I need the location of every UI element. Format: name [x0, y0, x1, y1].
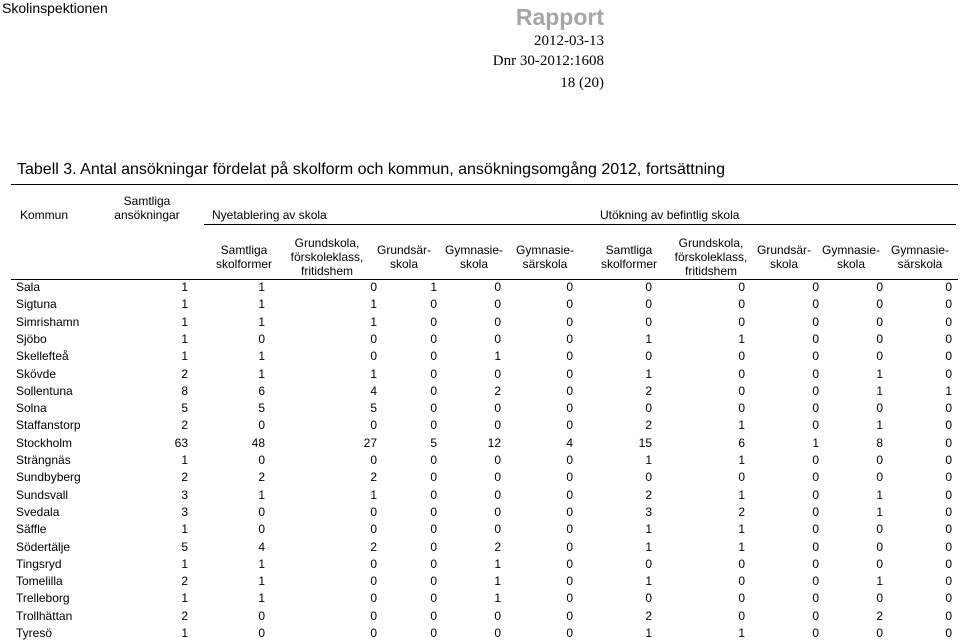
table-cell: 1: [494, 349, 501, 364]
table-cell: 0: [645, 401, 652, 416]
subheader-ny-3: Gymnasie- skola: [444, 243, 503, 271]
table-cell: 1: [258, 366, 265, 381]
table-cell: 48: [251, 435, 265, 450]
table-cell: 4: [258, 539, 265, 554]
table-cell: 0: [812, 418, 819, 433]
table-cell: 8: [181, 383, 188, 398]
table-cell: 2: [181, 418, 188, 433]
table-cell: 0: [738, 297, 745, 312]
table-cell: 0: [738, 574, 745, 589]
table-top-rule: [11, 184, 958, 185]
table-cell: 0: [945, 504, 952, 519]
table-cell: 0: [566, 453, 573, 467]
table-cell: 0: [494, 487, 501, 502]
table-cell: 0: [430, 504, 437, 519]
table-cell: 0: [494, 331, 501, 346]
table-cell: 0: [945, 487, 952, 502]
kommun-name: Svedala: [16, 504, 60, 519]
table-cell: 0: [945, 522, 952, 537]
table-cell: 0: [566, 297, 573, 312]
table-cell: 2: [370, 470, 377, 485]
table-cell: 0: [876, 591, 883, 606]
col-header-samtliga-ansokningar: Samtliga ansökningar: [114, 194, 180, 222]
table-cell: 0: [645, 280, 652, 294]
table-cell: 0: [258, 331, 265, 346]
table-cell: 0: [430, 401, 437, 416]
table-cell: 0: [945, 626, 952, 640]
table-cell: 0: [738, 591, 745, 606]
table-cell: 5: [181, 539, 188, 554]
table-cell: 1: [181, 297, 188, 312]
table-cell: 1: [645, 626, 652, 640]
table-cell: 1: [738, 418, 745, 433]
table-cell: 0: [494, 470, 501, 485]
table-cell: 1: [258, 556, 265, 571]
table-cell: 0: [430, 522, 437, 537]
table-cell: 1: [738, 331, 745, 346]
table-cell: 0: [945, 591, 952, 606]
table-cell: 1: [258, 574, 265, 589]
table-cell: 0: [876, 556, 883, 571]
table-cell: 1: [430, 280, 437, 294]
table-cell: 1: [945, 383, 952, 398]
table-cell: 1: [812, 435, 819, 450]
table-row: [0, 557, 960, 574]
table-cell: 6: [738, 435, 745, 450]
table-cell: 1: [738, 539, 745, 554]
table-cell: 0: [812, 349, 819, 364]
table-cell: 1: [738, 522, 745, 537]
table-row: [0, 384, 960, 401]
subheader-ut-4: Gymnasie- särskola: [890, 243, 949, 271]
table-row: [0, 280, 960, 297]
subheader-ut-2: Grundsär- skola: [756, 243, 812, 271]
table-cell: 0: [370, 453, 377, 467]
table-cell: 0: [258, 608, 265, 623]
table-row: [0, 315, 960, 332]
table-cell: 3: [645, 504, 652, 519]
table-cell: 1: [181, 280, 188, 294]
table-cell: 1: [494, 556, 501, 571]
kommun-name: Skellefteå: [16, 349, 69, 364]
table-cell: 0: [566, 280, 573, 294]
table-cell: 1: [645, 574, 652, 589]
kommun-name: Sundbyberg: [16, 470, 81, 485]
kommun-name: Solna: [16, 401, 47, 416]
table-cell: 0: [258, 418, 265, 433]
table-cell: 0: [738, 401, 745, 416]
kommun-name: Stockholm: [16, 435, 73, 450]
table-row: [0, 367, 960, 384]
table-cell: 27: [363, 435, 377, 450]
table-row: [0, 626, 960, 643]
table-cell: 3: [181, 487, 188, 502]
table-cell: 0: [430, 453, 437, 467]
table-cell: 0: [370, 349, 377, 364]
table-cell: 0: [876, 314, 883, 329]
table-cell: 0: [566, 574, 573, 589]
table-cell: 0: [258, 504, 265, 519]
table-row: [0, 436, 960, 453]
organization-name: Skolinspektionen: [2, 0, 108, 16]
table-cell: 0: [566, 349, 573, 364]
table-cell: 0: [812, 314, 819, 329]
kommun-name: Trollhättan: [16, 608, 73, 623]
table-cell: 0: [430, 331, 437, 346]
table-cell: 0: [738, 349, 745, 364]
table-cell: 1: [181, 626, 188, 640]
table-cell: 1: [370, 487, 377, 502]
table-cell: 0: [812, 591, 819, 606]
table-cell: 5: [430, 435, 437, 450]
table-cell: 0: [258, 522, 265, 537]
kommun-name: Sala: [16, 280, 41, 294]
report-date: 2012-03-13: [534, 33, 604, 49]
group-header-rule: [204, 224, 956, 225]
table-cell: 1: [876, 487, 883, 502]
table-row: [0, 332, 960, 349]
table-cell: 1: [876, 418, 883, 433]
table-cell: 0: [566, 591, 573, 606]
kommun-name: Trelleborg: [16, 591, 70, 606]
table-cell: 1: [645, 366, 652, 381]
table-cell: 0: [645, 297, 652, 312]
table-cell: 0: [566, 418, 573, 433]
table-cell: 15: [638, 435, 652, 450]
table-cell: 0: [738, 470, 745, 485]
table-cell: 1: [258, 487, 265, 502]
table-cell: 0: [566, 556, 573, 571]
table-cell: 1: [181, 453, 188, 467]
table-cell: 1: [370, 366, 377, 381]
table-cell: 1: [876, 383, 883, 398]
table-cell: 0: [945, 539, 952, 554]
table-cell: 1: [738, 453, 745, 467]
table-cell: 0: [430, 591, 437, 606]
subheader-ut-0: Samtliga skolformer: [600, 243, 657, 271]
table-cell: 0: [494, 453, 501, 467]
table-cell: 0: [738, 556, 745, 571]
table-cell: 1: [645, 522, 652, 537]
table-cell: 0: [566, 366, 573, 381]
table-cell: 0: [494, 297, 501, 312]
table-cell: 2: [181, 608, 188, 623]
table-cell: 2: [645, 383, 652, 398]
table-cell: 1: [370, 314, 377, 329]
table-cell: 0: [258, 453, 265, 467]
table-row: [0, 349, 960, 366]
table-cell: 0: [876, 401, 883, 416]
table-cell: 0: [812, 608, 819, 623]
table-cell: 5: [181, 401, 188, 416]
table-cell: 0: [494, 366, 501, 381]
table-row: [0, 591, 960, 608]
table-cell: 0: [876, 626, 883, 640]
table-cell: 0: [945, 418, 952, 433]
kommun-name: Staffanstorp: [16, 418, 81, 433]
table-cell: 0: [812, 626, 819, 640]
kommun-name: Säffle: [16, 522, 47, 537]
kommun-name: Tingsryd: [16, 556, 62, 571]
table-cell: 1: [494, 574, 501, 589]
table-cell: 0: [430, 383, 437, 398]
table-row: [0, 470, 960, 487]
table-cell: 0: [370, 574, 377, 589]
table-cell: 3: [181, 504, 188, 519]
table-cell: 0: [430, 487, 437, 502]
table-cell: 0: [876, 331, 883, 346]
table-cell: 0: [876, 453, 883, 467]
subheader-ut-1: Grundskola, förskoleklass, fritidshem: [674, 236, 748, 278]
table-cell: 0: [945, 401, 952, 416]
table-cell: 0: [566, 539, 573, 554]
table-cell: 1: [181, 556, 188, 571]
table-cell: 0: [370, 331, 377, 346]
table-cell: 1: [181, 331, 188, 346]
table-cell: 1: [181, 591, 188, 606]
table-cell: 1: [738, 487, 745, 502]
table-cell: 1: [876, 574, 883, 589]
table-cell: 1: [645, 453, 652, 467]
table-cell: 0: [945, 297, 952, 312]
table-row: [0, 418, 960, 435]
table-cell: 2: [181, 470, 188, 485]
table-cell: 0: [430, 418, 437, 433]
table-cell: 0: [566, 608, 573, 623]
subheader-ny-0: Samtliga skolformer: [215, 243, 272, 271]
table-cell: 0: [945, 366, 952, 381]
table-row: [0, 522, 960, 539]
table-cell: 0: [645, 349, 652, 364]
kommun-name: Strängnäs: [16, 453, 71, 467]
table-cell: 1: [258, 314, 265, 329]
kommun-name: Sigtuna: [16, 297, 57, 312]
table-cell: 2: [876, 608, 883, 623]
table-cell: 1: [258, 349, 265, 364]
table-cell: 0: [258, 626, 265, 640]
table-cell: 1: [181, 314, 188, 329]
table-cell: 6: [258, 383, 265, 398]
table-caption: Tabell 3. Antal ansökningar fördelat på skolform och kommun, ansökningsomgång 2012, fortsättning: [17, 161, 725, 178]
table-cell: 0: [645, 470, 652, 485]
table-cell: 0: [370, 504, 377, 519]
table-cell: 12: [487, 435, 501, 450]
kommun-name: Skövde: [16, 366, 57, 381]
table-cell: 0: [738, 280, 745, 294]
report-title: Rapport: [515, 4, 604, 30]
table-cell: 0: [566, 522, 573, 537]
table-cell: 0: [370, 608, 377, 623]
kommun-name: Sollentuna: [16, 383, 73, 398]
kommun-name: Södertälje: [16, 539, 71, 554]
table-cell: 0: [645, 314, 652, 329]
table-cell: 0: [430, 539, 437, 554]
table-cell: 4: [566, 435, 573, 450]
table-cell: 0: [945, 314, 952, 329]
table-cell: 0: [812, 574, 819, 589]
table-cell: 2: [738, 504, 745, 519]
table-cell: 0: [370, 280, 377, 294]
kommun-name: Sjöbo: [16, 331, 47, 346]
table-row: [0, 488, 960, 505]
table-cell: 4: [370, 383, 377, 398]
table-cell: 0: [430, 556, 437, 571]
table-cell: 2: [494, 383, 501, 398]
kommun-name: Tomelilla: [16, 574, 63, 589]
table-cell: 0: [876, 280, 883, 294]
table-cell: 0: [370, 418, 377, 433]
table-cell: 1: [181, 522, 188, 537]
table-cell: 2: [645, 418, 652, 433]
table-cell: 0: [738, 366, 745, 381]
table-cell: 2: [370, 539, 377, 554]
col-header-kommun: Kommun: [20, 208, 69, 222]
table-cell: 0: [370, 522, 377, 537]
table-cell: 1: [258, 297, 265, 312]
table-cell: 0: [566, 331, 573, 346]
table-cell: 0: [812, 504, 819, 519]
table-cell: 0: [645, 556, 652, 571]
table-cell: 0: [430, 366, 437, 381]
table-cell: 0: [494, 280, 501, 294]
table-cell: 0: [370, 626, 377, 640]
kommun-name: Simrishamn: [16, 314, 80, 329]
table-cell: 0: [812, 280, 819, 294]
table-cell: 0: [645, 591, 652, 606]
table-cell: 2: [258, 470, 265, 485]
table-cell: 0: [430, 314, 437, 329]
table-cell: 0: [494, 418, 501, 433]
group-header-nyetablering: Nyetablering av skola: [212, 208, 327, 222]
table-cell: 2: [181, 574, 188, 589]
table-cell: 1: [494, 591, 501, 606]
table-cell: 1: [645, 331, 652, 346]
table-cell: 0: [945, 608, 952, 623]
table-cell: 0: [494, 522, 501, 537]
table-row: [0, 505, 960, 522]
table-cell: 1: [181, 349, 188, 364]
table-cell: 0: [566, 626, 573, 640]
table-cell: 1: [645, 539, 652, 554]
table-cell: 5: [258, 401, 265, 416]
table-cell: 0: [494, 626, 501, 640]
page-number: 18 (20): [560, 75, 604, 91]
table-cell: 0: [430, 349, 437, 364]
table-cell: 1: [876, 504, 883, 519]
table-cell: 0: [566, 504, 573, 519]
table-cell: 0: [876, 539, 883, 554]
table-cell: 1: [258, 591, 265, 606]
table-row: [0, 609, 960, 626]
table-cell: 0: [876, 297, 883, 312]
table-row: [0, 297, 960, 314]
table-cell: 0: [945, 574, 952, 589]
table-cell: 0: [945, 280, 952, 294]
table-cell: 0: [370, 591, 377, 606]
table-cell: 63: [174, 435, 188, 450]
table-cell: 0: [945, 556, 952, 571]
table-cell: 0: [945, 470, 952, 485]
table-cell: 0: [566, 383, 573, 398]
subheader-ny-2: Grundsär- skola: [376, 243, 432, 271]
table-cell: 0: [812, 297, 819, 312]
table-cell: 0: [494, 504, 501, 519]
group-header-utokning: Utökning av befintlig skola: [600, 208, 740, 222]
table-cell: 0: [945, 331, 952, 346]
table-cell: 0: [876, 522, 883, 537]
table-cell: 0: [370, 556, 377, 571]
table-cell: 0: [566, 487, 573, 502]
table-cell: 0: [812, 522, 819, 537]
table-row: [0, 401, 960, 418]
table-cell: 2: [645, 487, 652, 502]
table-cell: 0: [812, 401, 819, 416]
table-cell: 1: [370, 297, 377, 312]
table-row: [0, 574, 960, 591]
table-cell: 1: [876, 366, 883, 381]
kommun-name: Sundsvall: [16, 487, 69, 502]
table-cell: 0: [812, 556, 819, 571]
table-cell: 1: [738, 626, 745, 640]
diary-number: Dnr 30-2012:1608: [492, 53, 604, 69]
table-cell: 0: [430, 297, 437, 312]
table-cell: 0: [430, 608, 437, 623]
table-cell: 0: [430, 626, 437, 640]
table-cell: 8: [876, 435, 883, 450]
table-cell: 0: [738, 608, 745, 623]
table-cell: 2: [181, 366, 188, 381]
table-cell: 0: [945, 453, 952, 467]
table-cell: 5: [370, 401, 377, 416]
subheader-ut-3: Gymnasie- skola: [821, 243, 880, 271]
table-cell: 0: [566, 314, 573, 329]
table-cell: 0: [566, 401, 573, 416]
table-cell: 0: [494, 401, 501, 416]
table-cell: 0: [494, 608, 501, 623]
table-cell: 2: [645, 608, 652, 623]
table-cell: 0: [812, 470, 819, 485]
table-row: [0, 453, 960, 470]
subheader-ny-4: Gymnasie- särskola: [515, 243, 574, 271]
table-cell: 0: [566, 470, 573, 485]
table-cell: 1: [258, 280, 265, 294]
table-cell: 0: [812, 453, 819, 467]
table-cell: 0: [945, 349, 952, 364]
table-row: [0, 540, 960, 557]
table-cell: 2: [494, 539, 501, 554]
table-cell: 0: [812, 331, 819, 346]
subheader-ny-1: Grundskola, förskoleklass, fritidshem: [290, 236, 364, 278]
table-cell: 0: [876, 349, 883, 364]
table-cell: 0: [945, 435, 952, 450]
table-cell: 0: [812, 366, 819, 381]
table-cell: 0: [812, 383, 819, 398]
table-cell: 0: [812, 487, 819, 502]
table-cell: 0: [430, 470, 437, 485]
table-cell: 0: [738, 383, 745, 398]
table-cell: 0: [738, 314, 745, 329]
table-cell: 0: [494, 314, 501, 329]
table-cell: 0: [812, 539, 819, 554]
table-cell: 0: [430, 574, 437, 589]
kommun-name: Tyresö: [16, 626, 53, 640]
table-cell: 0: [876, 470, 883, 485]
